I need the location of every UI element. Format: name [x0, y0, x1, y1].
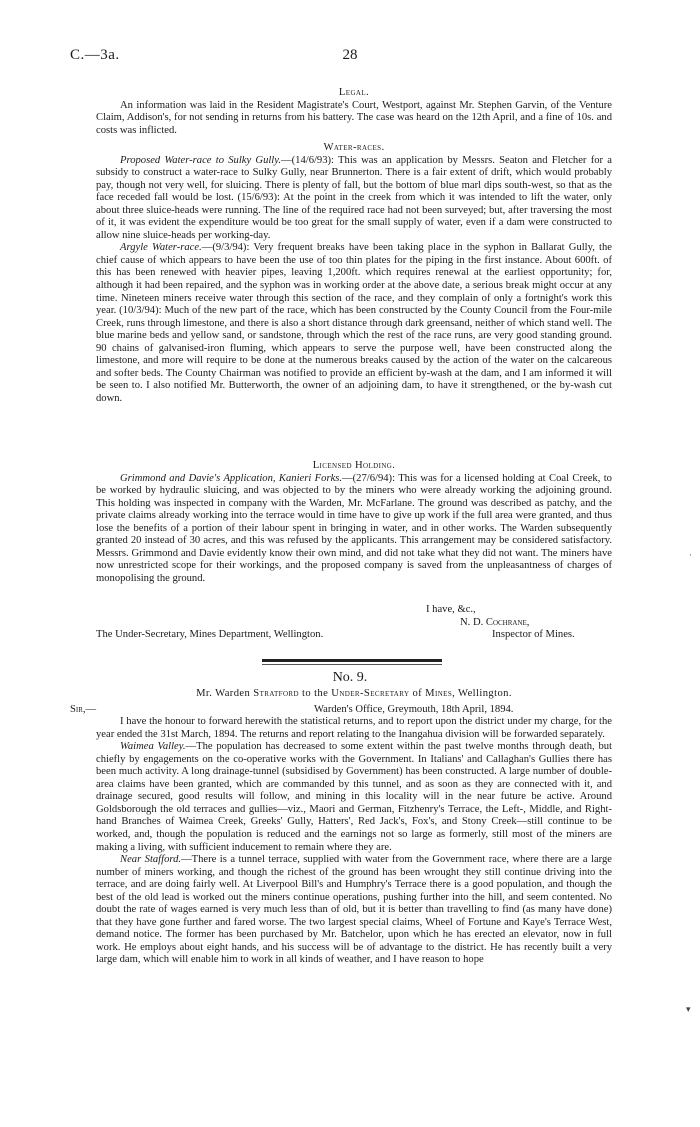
water-races-section — [96, 142, 612, 405]
grimmond-paragraph — [96, 473, 612, 586]
water-races-heading: Water-races. — [323, 142, 385, 153]
stafford-title: Near Stafford. — [120, 854, 182, 866]
argyle-text: —(9/3/94): Very frequent breaks have been taking place in the syphon in Ballarat Gully, the chief cause of which appears to have been the use of too thin plates for the piping in the first instance. About 600ft. of this has been renewed with heavier pipes, leaving 1,200ft. which requires renewal at the earliest opportunity; for, although it had been repaired, and the syphon was in working order at the above date, a serious break might occur at any time. Nineteen miners receive water through this section of the race, and they complain of only a fortnight's work this year. (10/3/94): Much of the new part of the race, which has been constructed by the County Council from the Four-mile Creek, runs through limestone, and there is also a short distance through dark greensand, neither of which stand well. The blue marine beds and yellow sand, or sandstone, through which the rest of the race runs, are very good standing ground. 90 chains of galvanised-iron fluming, which appears to serve the purpose well, have been constructed along the limestone, and more will require to be done at the numerous breaks caused by the action of the water on the calcareous and softer beds. The County Chairman was notified to provide an efficient by-wash at the dam, and I am informed it will be seen to. I also notified Mr. Butterworth, the owner of an adjoining dam, to have it strengthened, or the by-wash cut down. — [96, 242, 612, 404]
no9-title-of: of — [409, 688, 426, 699]
legal-heading: Legal. — [338, 87, 370, 98]
document-number: No. 9. — [332, 670, 368, 685]
signer-title: Inspector of Mines. — [492, 629, 575, 641]
grimmond-title: Grimmond and Davie's Application, Kanieri Forks. — [120, 472, 343, 484]
parliamentary-paper-reference: C.—3a. — [70, 47, 120, 63]
salutation: Sir,— — [70, 703, 97, 715]
intro-paragraph: I have the honour to forward herewith the statistical returns, and to report upon the district under my charge, for the year ended the 31st March, 1894. The returns and report relating to the Inangahua division will be forwarded separately. — [96, 716, 612, 740]
no9-section — [70, 688, 613, 967]
no9-title-under-secretary: Under-Secretary — [331, 688, 410, 699]
licensed-holding-heading: Licensed Holding. — [312, 460, 396, 471]
licensed-holding-section — [96, 460, 612, 585]
section-divider — [262, 659, 442, 662]
legal-paragraph: An information was laid in the Resident Magistrate's Court, Westport, against Mr. Stephen Garvin, of the Venture Claim, Addison's, for not sending in returns from his battery. The case was heard on the 12th April, and a fine of 10s. and costs was inflicted. — [96, 99, 612, 136]
waimea-paragraph — [96, 741, 612, 854]
sulky-gully-text: —(14/6/93): This was an application by Messrs. Seaton and Fletcher for a subsidy to construct a water-race to Sulky Gully, near Brunnerton. There is a fair extent of drift, which would probably pay, though not very well, for sluicing. There is plenty of fall, but the bottom of blue marl dips south-west, so that as the face receded fall would be lost. (15/6/93): At the point in the creek from which it was intended to lift the water, only about three sluice-heads were running. The line of the required race had not been surveyed; but, after traversing the most of it, it was evident the expenditure would be too great for the small supply of water, even if a dam were constructed to allow nine sluice-heads per working-day. — [96, 154, 612, 241]
no9-title-post: , Wellington. — [452, 688, 512, 699]
argyle-paragraph — [96, 242, 612, 405]
margin-mark-top: · — [689, 550, 692, 560]
no9-title-mid: to the — [298, 688, 332, 699]
stafford-paragraph — [96, 854, 612, 967]
dateline: Warden's Office, Greymouth, 18th April, 1894. — [314, 703, 514, 715]
margin-mark-bottom: ▾ — [686, 1004, 691, 1014]
legal-section — [96, 87, 612, 137]
no9-title-name: Stratford — [253, 688, 299, 699]
waimea-text: —The population has decreased to some extent within the past twelve months through death, but chiefly by engagements on the co-operative works with the Government. In Italians' and Callaghan's Gullies there has been much activity. A long drainage-tunnel (subsidised by Government) has been constructed. A large number of double-area claims have been granted, which are commanded by this tunnel, and as soon as they are connected with it, and drainage secured, good results will follow, and mining in this locality will in the near future be active. Around Goldsborough the old terraces and gullies—viz., Maori and German, Fitzhenry's Terrace, the Left-, Middle, and Right-hand Branches of Waimea Creek, Greeks' Gully, Hatters', Red Jack's, Fox's, and Stony Creek—still continue to be worked, and, though the population is reduced and the earnings not so large as formerly, still most of the miners are making a living, with sufficient inducement to remain where they are. — [96, 741, 613, 853]
page-number: 28 — [342, 47, 358, 63]
no9-title-mines: Mines — [425, 688, 453, 699]
signer-name: N. D. Cochrane, — [460, 616, 530, 628]
grimmond-text: —(27/6/94): This was for a licensed holding at Coal Creek, to be worked by hydraulic sluicing, and was objected to by the miners who were already working the adjoining ground. This holding was inspected in company with the Warden, Mr. McFarlane. The ground was described as patchy, and the private claims already working into the terrace would in time have to give up work if the full area were granted, and thus lose the benefits of a portion of their labour spent in bringing in water, and in other works. The Warden subsequently granted 20 instead of 30 acres, and this was refused by the applicants. This arrangement may be considered satisfactory. Messrs. Grimmond and Davie evidently know their own mind, and did not take what they did not want. The miners have now unrestricted scope for their workings, and the proposed company is saved from the unpleasantness of charges of monopolising the ground. — [96, 472, 612, 584]
section-divider-thin — [262, 664, 442, 665]
no9-title — [96, 688, 612, 701]
signature-block — [96, 604, 612, 642]
waimea-title: Waimea Valley. — [120, 741, 186, 753]
stafford-text: —There is a tunnel terrace, supplied with water from the Government race, where there are a large number of miners working, and though the richest of the ground has been wrought they still continue driving into the terrace, and are doing fairly well. At Liverpool Bill's and Humphry's Terrace there is a good population, and though the best of the old lead is worked out the miners continue operations, pushing further into the hill, and seem contented. No doubt the rate of wages earned is very much less than of old, but it is better than travelling to find (as many have done) that they have gone further and fared worse. The two largest special claims, Wheel of Fortune and Kaye's Terrace West, demand notice. The former has been purchased by Mr. Batchelor, upon which he has erected an elevator, now in full work. He employs about eight hands, and his success will be of advantage to the district. He has recently built a very large dam, which will enable him to work in all kinds of weather, and I have reason to hope — [96, 854, 612, 966]
argyle-title: Argyle Water-race. — [120, 242, 202, 254]
addressee: The Under-Secretary, Mines Department, Wellington. — [96, 629, 324, 641]
no9-title-pre: Mr. Warden — [196, 688, 254, 699]
sulky-gully-title: Proposed Water-race to Sulky Gully. — [120, 154, 282, 166]
closing: I have, &c., — [426, 604, 476, 615]
sulky-gully-paragraph — [96, 155, 612, 243]
